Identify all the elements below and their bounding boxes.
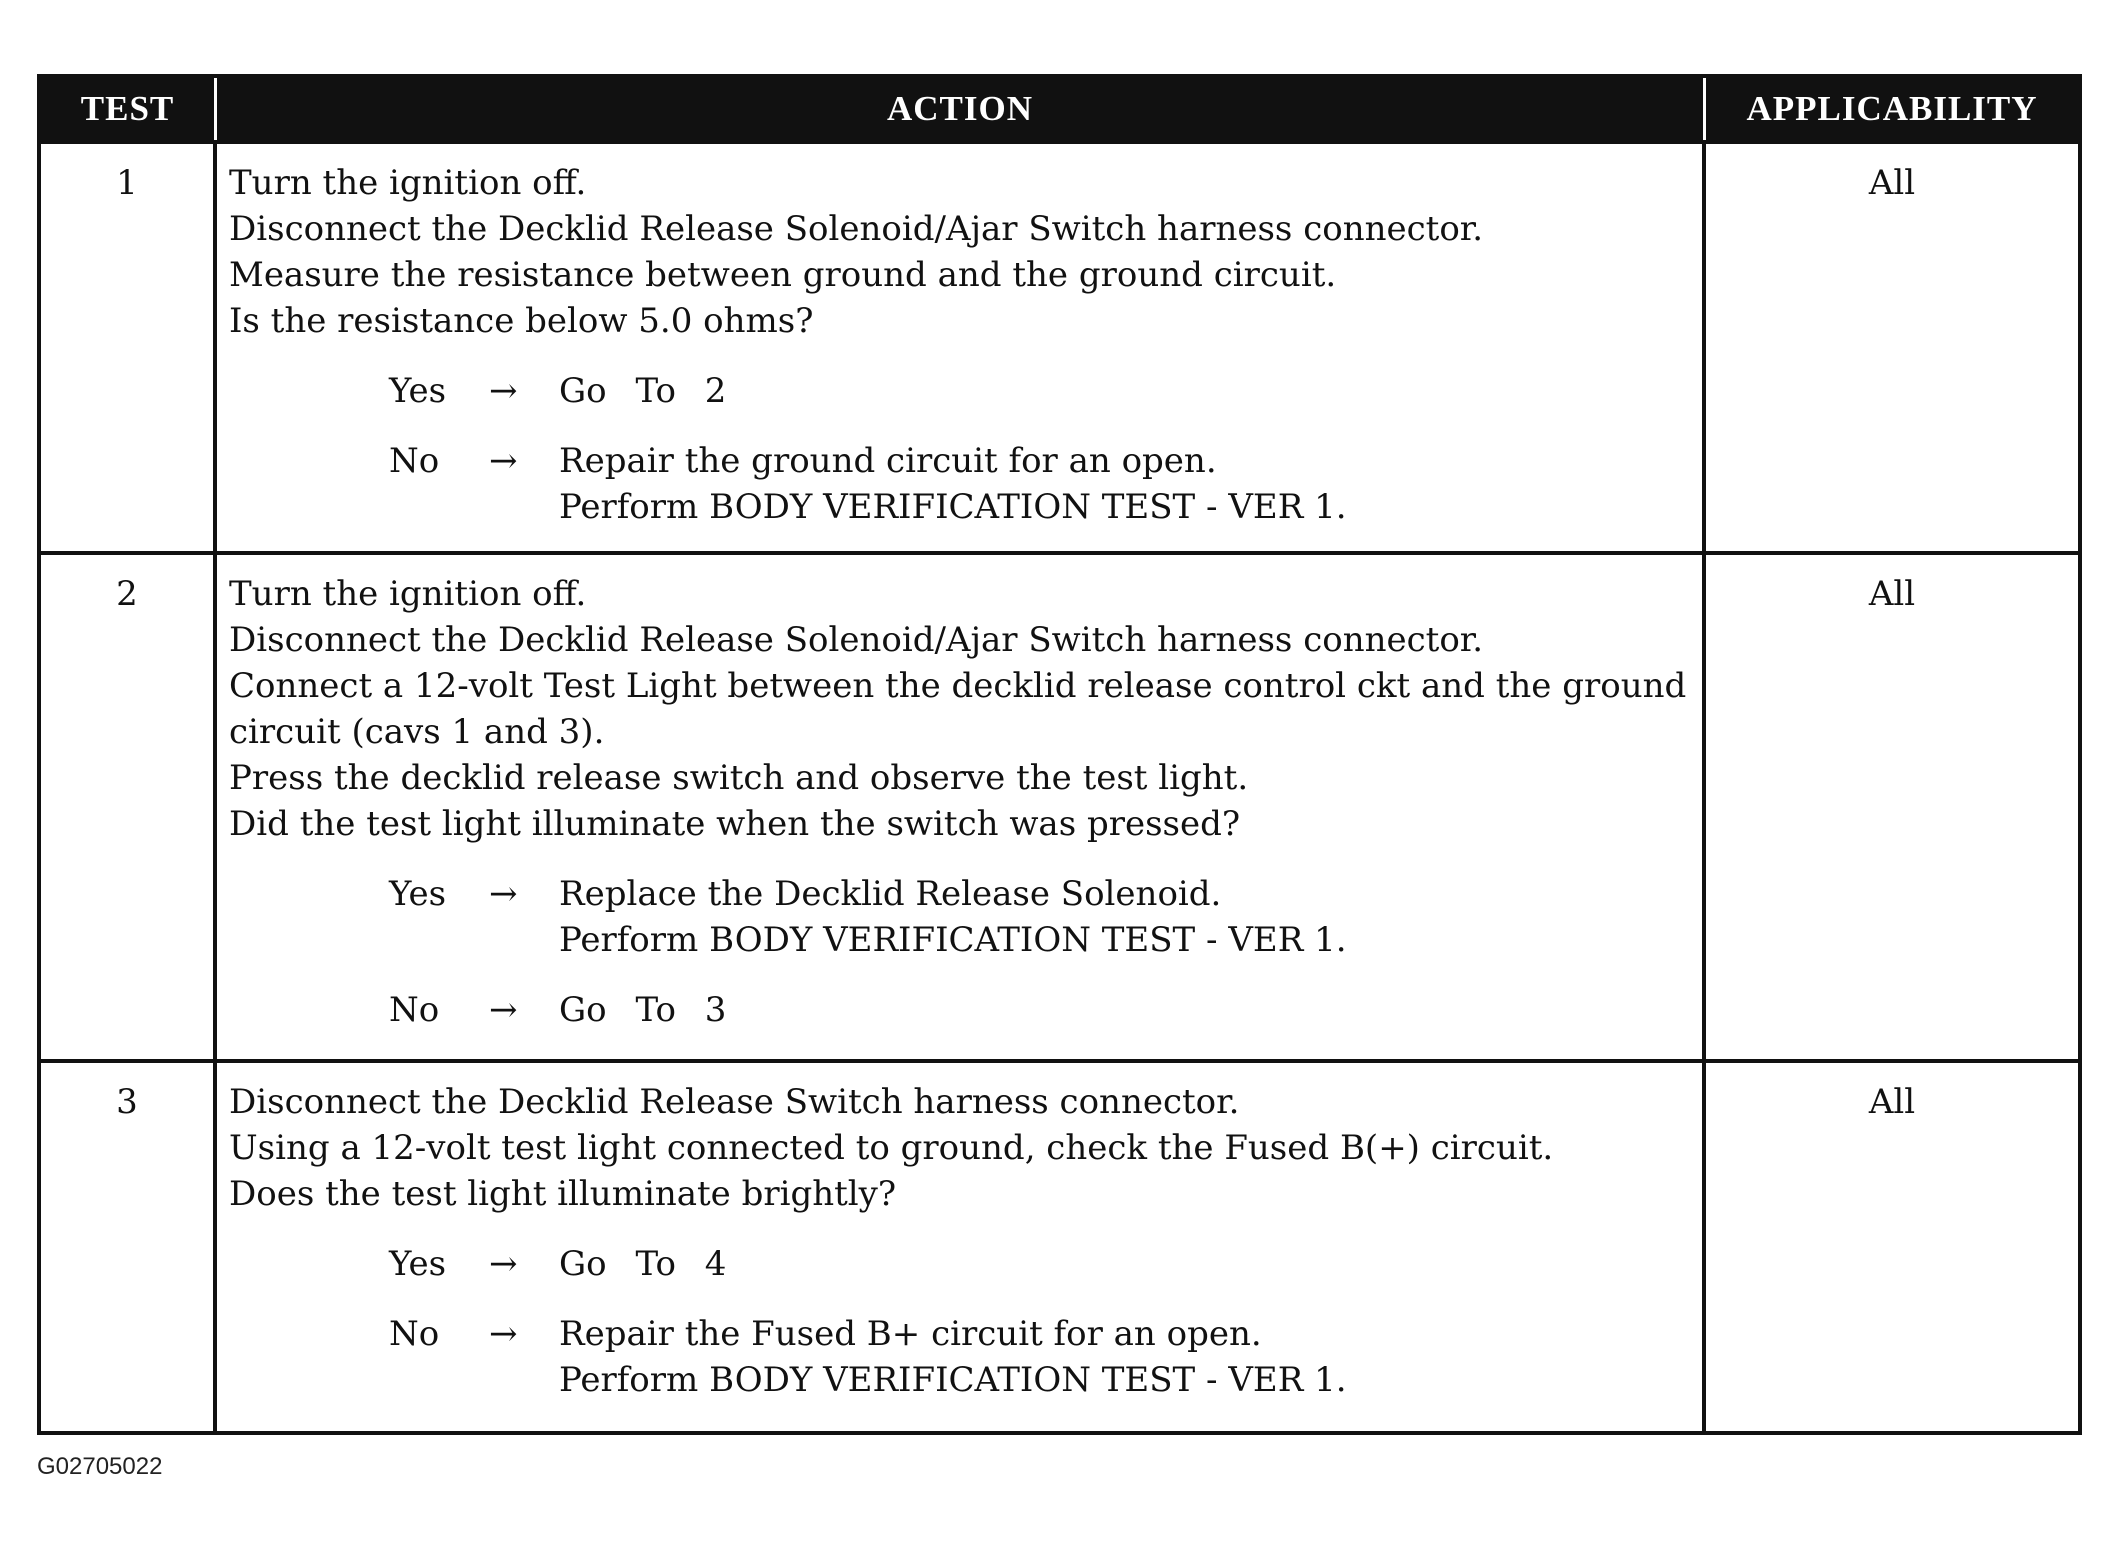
- yes-branch: [389, 1241, 1696, 1287]
- no-branch: [389, 1311, 1696, 1403]
- right-arrow-icon: →: [489, 1244, 518, 1284]
- right-arrow-icon: →: [489, 1314, 518, 1354]
- action-step: circuit (cavs 1 and 3).: [229, 712, 605, 752]
- right-arrow-icon: →: [489, 371, 518, 411]
- applicability-cell: All: [1868, 574, 1916, 614]
- header-applicability: APPLICABILITY: [1746, 89, 2038, 128]
- table-row: [41, 551, 2078, 1059]
- test-number: 1: [41, 144, 217, 551]
- action-cell: [217, 1063, 1706, 1431]
- action-cell: [217, 555, 1706, 1059]
- no-label: No: [389, 1314, 440, 1354]
- no-result: Go To 3: [559, 990, 727, 1030]
- action-step: Does the test light illuminate brightly?: [229, 1174, 897, 1214]
- action-step: Disconnect the Decklid Release Solenoid/Ajar Switch harness connector.: [229, 209, 1484, 249]
- action-cell: [217, 144, 1706, 551]
- yes-branch: [389, 871, 1696, 963]
- no-result: Repair the ground circuit for an open.: [559, 441, 1217, 481]
- action-steps: [229, 160, 1696, 344]
- action-step: Turn the ignition off.: [229, 163, 587, 203]
- action-step: Is the resistance below 5.0 ohms?: [229, 301, 814, 341]
- action-step: Did the test light illuminate when the switch was pressed?: [229, 804, 1241, 844]
- no-branch: [389, 987, 1696, 1033]
- right-arrow-icon: →: [489, 990, 518, 1030]
- action-step: Using a 12-volt test light connected to ground, check the Fused B(+) circuit.: [229, 1128, 1554, 1168]
- action-step: Disconnect the Decklid Release Solenoid/Ajar Switch harness connector.: [229, 620, 1484, 660]
- action-steps: [229, 1079, 1696, 1217]
- applicability-cell: All: [1868, 163, 1916, 203]
- no-result: Perform BODY VERIFICATION TEST - VER 1.: [559, 487, 1347, 527]
- no-branch: [389, 438, 1696, 530]
- header-action: ACTION: [217, 78, 1706, 140]
- header-test: TEST: [41, 78, 217, 140]
- table-header: [41, 78, 2078, 140]
- action-step: Turn the ignition off.: [229, 574, 587, 614]
- action-step: Press the decklid release switch and observe the test light.: [229, 758, 1249, 798]
- yes-result: Perform BODY VERIFICATION TEST - VER 1.: [559, 920, 1347, 960]
- yes-result: Go To 2: [559, 371, 727, 411]
- table-row: [41, 140, 2078, 551]
- yes-result: Go To 4: [559, 1244, 727, 1284]
- yes-label: Yes: [389, 874, 447, 914]
- yes-branch: [389, 368, 1696, 414]
- figure-id: G02705022: [37, 1453, 163, 1480]
- yes-label: Yes: [389, 371, 447, 411]
- action-step: Connect a 12-volt Test Light between the decklid release control ckt and the ground: [229, 666, 1687, 706]
- applicability-cell: All: [1868, 1082, 1916, 1122]
- table-row: [41, 1059, 2078, 1431]
- action-steps: [229, 571, 1696, 847]
- test-number: 2: [41, 555, 217, 1059]
- no-result: Repair the Fused B+ circuit for an open.: [559, 1314, 1262, 1354]
- test-number: 3: [41, 1063, 217, 1431]
- action-step: Measure the resistance between ground and the ground circuit.: [229, 255, 1337, 295]
- yes-label: Yes: [389, 1244, 447, 1284]
- no-label: No: [389, 990, 440, 1030]
- right-arrow-icon: →: [489, 874, 518, 914]
- no-result: Perform BODY VERIFICATION TEST - VER 1.: [559, 1360, 1347, 1400]
- yes-result: Replace the Decklid Release Solenoid.: [559, 874, 1222, 914]
- right-arrow-icon: →: [489, 441, 518, 481]
- diagnostic-table: [37, 74, 2082, 1435]
- no-label: No: [389, 441, 440, 481]
- action-step: Disconnect the Decklid Release Switch harness connector.: [229, 1082, 1240, 1122]
